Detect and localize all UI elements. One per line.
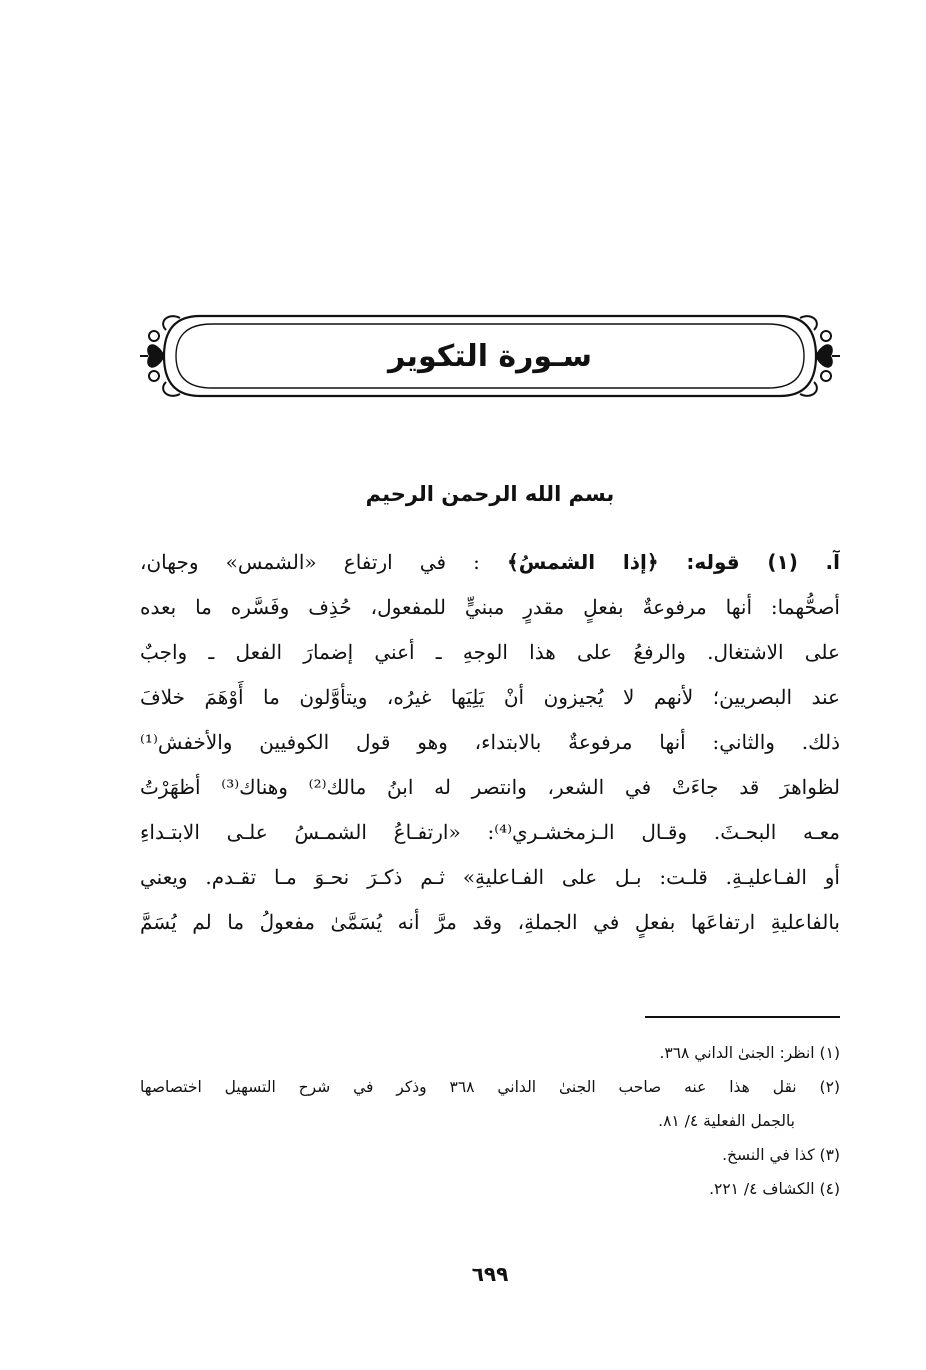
footnote xyxy=(140,1172,840,1206)
text-line: على الاشتغال. والرفعُ على هذا الوجهِ ـ أعني إضمارَ الفعل ـ واجبٌ xyxy=(140,640,840,664)
footnote-number: (٣) xyxy=(819,1146,840,1164)
footnote xyxy=(140,1070,840,1104)
footnote-text: الكشاف ٤/ ٢٢١. xyxy=(709,1180,815,1198)
footnote-number: (٢) xyxy=(819,1078,840,1096)
surah-title-frame xyxy=(140,308,840,404)
surah-title: سـورة التكوير xyxy=(388,338,592,374)
text-line: أو الفـاعليـةِ. قلـت: بـل على الفـاعليةِ» ثـم ذكـرَ نحـوَ مـا تقـدم. ويعني xyxy=(140,865,840,889)
basmala: بسم الله الرحمن الرحيم xyxy=(365,482,615,506)
footnote-text: كذا في النسخ. xyxy=(722,1146,815,1164)
footnote-text: بالجمل الفعلية ٤/ ٨١. xyxy=(658,1112,795,1130)
footnote-text: انظر: الجنىٰ الداني ٣٦٨. xyxy=(659,1044,815,1062)
footnote-text: نقل هذا عنه صاحب الجنىٰ الداني ٣٦٨ وذكر في شرح التسهيل اختصاصها xyxy=(140,1078,797,1096)
footnote-continuation xyxy=(140,1104,840,1138)
commentary-text xyxy=(140,540,840,945)
page-number: ٦٩٩ xyxy=(471,1262,509,1286)
text-line: معـه البحـثَ. وقـال الـزمخشـري⁽⁴⁾: «ارتفـاعُ الشمـسُ علـى الابتـداءِ xyxy=(140,820,840,844)
verse-lead: آ. (١) قوله: ﴿إذا الشمسُ﴾ xyxy=(507,550,840,574)
footnote xyxy=(140,1138,840,1172)
footnote xyxy=(140,1036,840,1070)
text-line: ذلك. والثاني: أنها مرفوعةٌ بالابتداء، وهو قول الكوفيين والأخفش⁽¹⁾ xyxy=(140,730,840,754)
text-line-content: : في ارتفاع «الشمس» وجهان، xyxy=(140,550,480,574)
text-line: بالفاعليةِ ارتفاعَها بفعلٍ في الجملةِ، وقد مرَّ أنه يُسَمَّىٰ مفعولُ ما لم يُسَمَّ xyxy=(140,910,840,934)
text-line: لظواهرَ قد جاءَتْ في الشعر، وانتصر له ابنُ مالك⁽²⁾ وهناك⁽³⁾ أظهَرْتُ xyxy=(140,775,840,799)
footnote-separator xyxy=(645,1016,840,1018)
footnote-number: (١) xyxy=(819,1044,840,1062)
text-line: عند البصريين؛ لأنهم لا يُجيزون أنْ يَلِيَها غيرُه، ويتأوَّلون ما أَوْهَمَ خلافَ xyxy=(140,685,840,709)
footnote-number: (٤) xyxy=(819,1180,840,1198)
text-line: أصحُّهما: أنها مرفوعةٌ بفعلٍ مقدرٍ مبنيٍّ للمفعول، حُذِف وفَسَّره ما بعده xyxy=(140,595,840,619)
footnotes xyxy=(140,1036,840,1206)
text-line xyxy=(140,540,840,585)
